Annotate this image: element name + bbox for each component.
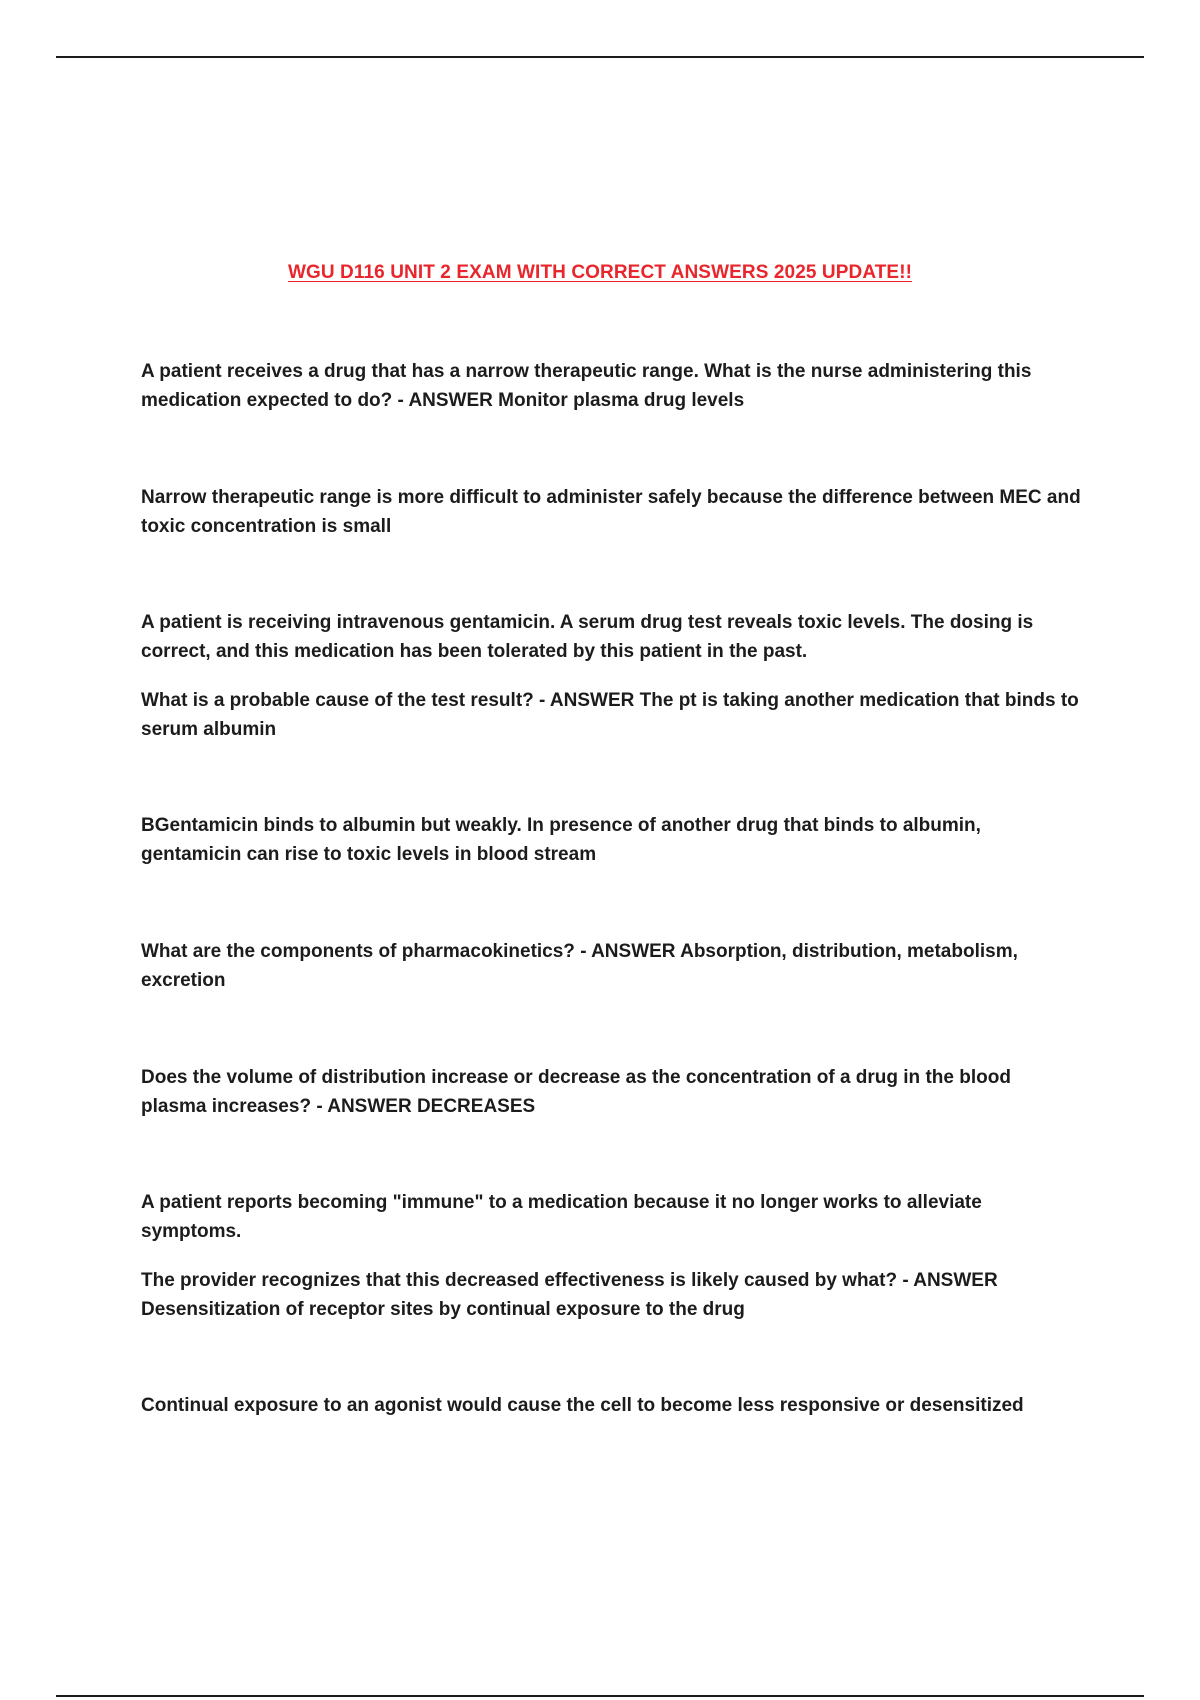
document-title: WGU D116 UNIT 2 EXAM WITH CORRECT ANSWERS 2025 UPDATE!! (287, 262, 913, 283)
bottom-rule (56, 1695, 1144, 1697)
paragraph: What are the components of pharmacokinetics? - ANSWER Absorption, distribution, metabolism, excretion (141, 941, 1018, 991)
paragraph: A patient is receiving intravenous gentamicin. A serum drug test reveals toxic levels. The dosing is correct, and this medication has been tolerated by this patient in the past. (141, 612, 1034, 662)
paragraph: The provider recognizes that this decreased effectiveness is likely caused by what? - ANSWER Desensitization of receptor sites by continual exposure to the drug (141, 1270, 998, 1320)
paragraph: BGentamicin binds to albumin but weakly. In presence of another drug that binds to albumin, gentamicin can rise to toxic levels in blood stream (141, 815, 981, 865)
paragraph: What is a probable cause of the test result? - ANSWER The pt is taking another medication that binds to serum albumin (141, 690, 1079, 740)
top-rule (56, 56, 1144, 58)
paragraph: Narrow therapeutic range is more difficult to administer safely because the difference between MEC and toxic concentration is small (141, 487, 1081, 537)
paragraph: A patient receives a drug that has a narrow therapeutic range. What is the nurse administering this medication expected to do? - ANSWER Monitor plasma drug levels (141, 361, 1032, 411)
paragraph: Continual exposure to an agonist would cause the cell to become less responsive or desensitized (141, 1395, 1024, 1416)
paragraph: A patient reports becoming "immune" to a medication because it no longer works to alleviate symptoms. (141, 1192, 982, 1242)
paragraph: Does the volume of distribution increase or decrease as the concentration of a drug in the blood plasma increases? - ANSWER DECREASES (141, 1067, 1011, 1117)
